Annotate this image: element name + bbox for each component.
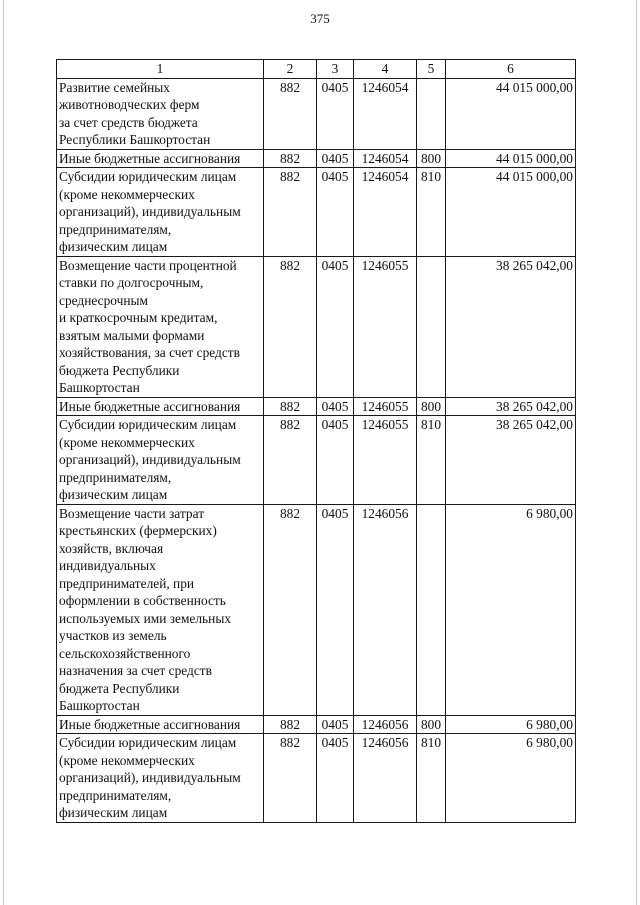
row-target: 1246056	[354, 715, 417, 734]
row-section: 0405	[317, 397, 354, 416]
row-name: Субсидии юридическим лицам (кроме некоммерческих организаций), индивидуальным предпринимателям, физическим лицам	[57, 168, 264, 257]
row-section: 0405	[317, 416, 354, 505]
row-section: 0405	[317, 256, 354, 397]
table-row	[57, 416, 576, 505]
header-col-2: 2	[264, 60, 317, 79]
table-row	[57, 397, 576, 416]
row-type: 810	[417, 168, 446, 257]
page-number: 375	[310, 11, 330, 26]
row-type: 800	[417, 397, 446, 416]
row-name: Иные бюджетные ассигнования	[57, 715, 264, 734]
row-section: 0405	[317, 149, 354, 168]
row-code: 882	[264, 715, 317, 734]
row-type: 810	[417, 416, 446, 505]
row-target: 1246054	[354, 78, 417, 149]
row-amount: 44 015 000,00	[446, 149, 576, 168]
header-col-3: 3	[317, 60, 354, 79]
table-row	[57, 149, 576, 168]
row-type: 800	[417, 715, 446, 734]
row-type: 810	[417, 734, 446, 823]
row-name: Иные бюджетные ассигнования	[57, 397, 264, 416]
row-type	[417, 504, 446, 715]
row-name: Субсидии юридическим лицам (кроме некоммерческих организаций), индивидуальным предпринимателям, физическим лицам	[57, 734, 264, 823]
row-section: 0405	[317, 168, 354, 257]
row-section: 0405	[317, 78, 354, 149]
scan-edge-left	[3, 0, 4, 905]
row-type	[417, 78, 446, 149]
row-amount: 44 015 000,00	[446, 168, 576, 257]
row-amount: 44 015 000,00	[446, 78, 576, 149]
table-header-row	[57, 60, 576, 79]
row-amount: 6 980,00	[446, 734, 576, 823]
row-amount: 38 265 042,00	[446, 416, 576, 505]
row-type	[417, 256, 446, 397]
row-target: 1246055	[354, 416, 417, 505]
table-row	[57, 734, 576, 823]
row-name: Возмещение части процентной ставки по долгосрочным, среднесрочным и краткосрочным кредитам, взятым малыми формами хозяйствования, за счет средств бюджета Республики Башкортостан	[57, 256, 264, 397]
row-code: 882	[264, 504, 317, 715]
row-amount: 38 265 042,00	[446, 256, 576, 397]
row-code: 882	[264, 256, 317, 397]
scan-edge-right	[636, 0, 637, 905]
row-amount: 6 980,00	[446, 715, 576, 734]
row-name: Субсидии юридическим лицам (кроме некоммерческих организаций), индивидуальным предпринимателям, физическим лицам	[57, 416, 264, 505]
row-name: Развитие семейных животноводческих ферм за счет средств бюджета Республики Башкортостан	[57, 78, 264, 149]
row-section: 0405	[317, 715, 354, 734]
row-name: Иные бюджетные ассигнования	[57, 149, 264, 168]
row-target: 1246055	[354, 256, 417, 397]
row-target: 1246055	[354, 397, 417, 416]
row-name: Возмещение части затрат крестьянских (фермерских) хозяйств, включая индивидуальных предпринимателей, при оформлении в собственность используемых ими земельных участков из земель сельскохозяйственного назначения за счет средств бюджета Республики Башкортостан	[57, 504, 264, 715]
row-type: 800	[417, 149, 446, 168]
budget-table	[56, 59, 576, 823]
row-section: 0405	[317, 734, 354, 823]
table-row	[57, 715, 576, 734]
row-section: 0405	[317, 504, 354, 715]
row-target: 1246054	[354, 149, 417, 168]
row-code: 882	[264, 416, 317, 505]
row-target: 1246054	[354, 168, 417, 257]
row-code: 882	[264, 78, 317, 149]
table-row	[57, 78, 576, 149]
row-code: 882	[264, 149, 317, 168]
row-amount: 38 265 042,00	[446, 397, 576, 416]
table-row	[57, 256, 576, 397]
header-col-6: 6	[446, 60, 576, 79]
table-row	[57, 504, 576, 715]
row-target: 1246056	[354, 734, 417, 823]
row-code: 882	[264, 168, 317, 257]
row-target: 1246056	[354, 504, 417, 715]
row-code: 882	[264, 397, 317, 416]
header-col-4: 4	[354, 60, 417, 79]
header-col-5: 5	[417, 60, 446, 79]
row-amount: 6 980,00	[446, 504, 576, 715]
header-col-1: 1	[57, 60, 264, 79]
row-code: 882	[264, 734, 317, 823]
table-row	[57, 168, 576, 257]
